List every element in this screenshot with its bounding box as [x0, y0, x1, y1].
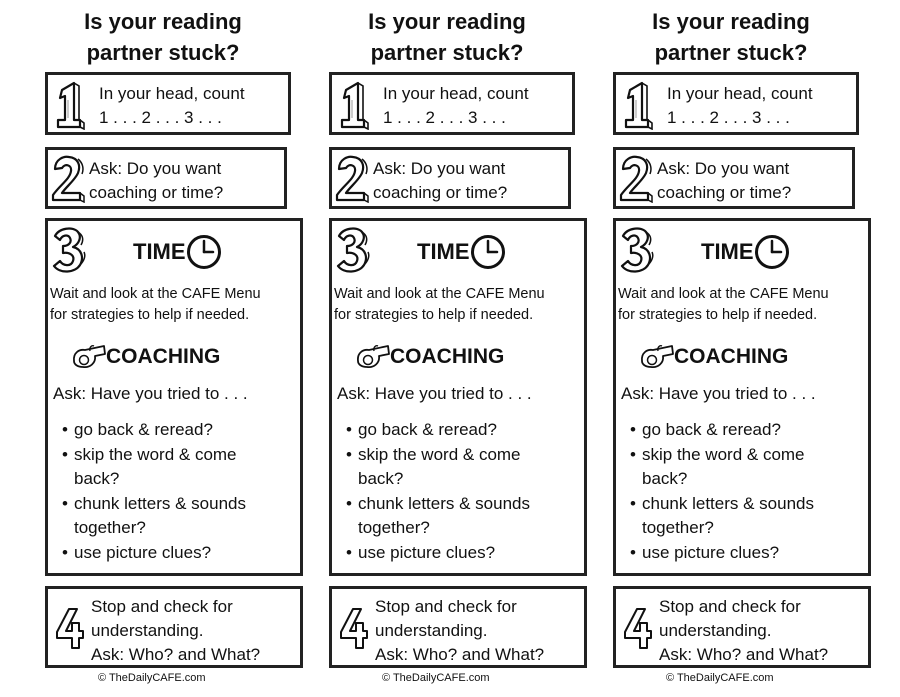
- step-4-text: Ask: Who? and What?: [375, 645, 545, 664]
- step-1-count: 1 . . . 2 . . . 3 . . .: [99, 108, 222, 127]
- step-4-text: Stop and check for: [91, 597, 233, 616]
- step-4-text: Ask: Who? and What?: [659, 645, 829, 664]
- coaching-label: COACHING: [674, 345, 789, 368]
- list-item-text: skip the word & come: [642, 444, 805, 464]
- list-item: • skip the word & come: [630, 444, 805, 464]
- title-line: partner stuck?: [654, 40, 808, 65]
- step-2-text: coaching or time?: [657, 183, 792, 202]
- bookmark: [43, 0, 327, 697]
- step-4-text: Stop and check for: [375, 597, 517, 616]
- step-4-text: understanding.: [91, 621, 204, 640]
- number-three-icon: [51, 226, 87, 276]
- clock-icon: [186, 234, 222, 270]
- time-text: for strategies to help if needed.: [50, 307, 250, 323]
- step-1-box: [613, 72, 859, 135]
- coaching-question: Ask: Have you tried to . . .: [337, 384, 532, 403]
- coaching-question: Ask: Have you tried to . . .: [621, 384, 816, 403]
- list-item-text: together?: [642, 518, 714, 537]
- list-item-text: use picture clues?: [358, 542, 496, 562]
- step-2-box: [613, 147, 855, 209]
- coaching-question: Ask: Have you tried to . . .: [53, 384, 248, 403]
- copyright-footer: © TheDailyCAFE.com: [382, 672, 490, 684]
- step-3-box: [329, 218, 587, 576]
- list-item-text: go back & reread?: [358, 420, 497, 439]
- step-1-count: 1 . . . 2 . . . 3 . . .: [383, 108, 506, 127]
- list-item: • skip the word & come: [62, 444, 237, 464]
- step-4-text: understanding.: [659, 621, 772, 640]
- list-item-text: back?: [74, 469, 120, 488]
- time-text: Wait and look at the CAFE Menu: [334, 286, 545, 302]
- title-line: partner stuck?: [86, 40, 240, 65]
- clock-icon: [470, 234, 506, 270]
- list-item-text: go back & reread?: [642, 420, 781, 439]
- step-1-count: 1 . . . 2 . . . 3 . . .: [667, 108, 790, 127]
- step-2-text: coaching or time?: [89, 183, 224, 202]
- step-4-text: understanding.: [375, 621, 488, 640]
- list-item-text: chunk letters & sounds: [358, 493, 530, 513]
- list-item-text: chunk letters & sounds: [642, 493, 814, 513]
- title-line: partner stuck?: [370, 40, 524, 65]
- step-1-text: In your head, count: [383, 84, 529, 103]
- list-item: [48, 516, 246, 541]
- bookmark: [327, 0, 611, 697]
- strategy-list: [332, 418, 530, 565]
- time-text: for strategies to help if needed.: [618, 307, 818, 323]
- number-three-icon: [335, 226, 371, 276]
- whistle-icon: [70, 343, 108, 369]
- step-4-box: [45, 586, 303, 668]
- step-3-box: [613, 218, 871, 576]
- list-item-text: back?: [642, 469, 688, 488]
- time-label: TIME: [417, 239, 470, 264]
- time-instructions: [334, 284, 545, 326]
- bookmark-title: [327, 6, 567, 68]
- strategy-list: [616, 418, 814, 565]
- list-item: [616, 467, 814, 492]
- title-line: Is your reading: [368, 9, 526, 34]
- list-item: • chunk letters & sounds: [346, 493, 530, 513]
- list-item: • use picture clues?: [630, 542, 780, 562]
- list-item-text: chunk letters & sounds: [74, 493, 246, 513]
- time-label: TIME: [701, 239, 754, 264]
- step-1-box: [329, 72, 575, 135]
- list-item: • skip the word & come: [346, 444, 521, 464]
- list-item: [332, 516, 530, 541]
- number-four-icon: [623, 607, 653, 651]
- copyright-footer: © TheDailyCAFE.com: [666, 672, 774, 684]
- title-line: Is your reading: [652, 9, 810, 34]
- number-one-icon: [336, 80, 370, 130]
- list-item: • chunk letters & sounds: [62, 493, 246, 513]
- list-item-text: together?: [358, 518, 430, 537]
- list-item-text: use picture clues?: [642, 542, 780, 562]
- number-one-icon: [52, 80, 86, 130]
- step-2-box: [45, 147, 287, 209]
- number-two-icon: [50, 155, 86, 203]
- list-item-text: go back & reread?: [74, 420, 213, 439]
- bookmark-title: [43, 6, 283, 68]
- number-four-icon: [55, 607, 85, 651]
- time-label: TIME: [133, 239, 186, 264]
- step-2-text: Ask: Do you want: [657, 159, 790, 178]
- bookmark-title: [611, 6, 851, 68]
- number-one-icon: [620, 80, 654, 130]
- step-2-box: [329, 147, 571, 209]
- list-item: • chunk letters & sounds: [630, 493, 814, 513]
- step-1-text: In your head, count: [667, 84, 813, 103]
- time-text: Wait and look at the CAFE Menu: [618, 286, 829, 302]
- step-2-text: Ask: Do you want: [89, 159, 222, 178]
- number-two-icon: [334, 155, 370, 203]
- title-line: Is your reading: [84, 9, 242, 34]
- step-3-box: [45, 218, 303, 576]
- time-instructions: [618, 284, 829, 326]
- step-4-box: [329, 586, 587, 668]
- step-4-text: Stop and check for: [659, 597, 801, 616]
- list-item: [332, 467, 530, 492]
- list-item: • go back & reread?: [346, 420, 497, 439]
- number-four-icon: [339, 607, 369, 651]
- step-1-text: In your head, count: [99, 84, 245, 103]
- step-1-box: [45, 72, 291, 135]
- clock-icon: [754, 234, 790, 270]
- list-item-text: skip the word & come: [74, 444, 237, 464]
- coaching-label: COACHING: [390, 345, 505, 368]
- number-three-icon: [619, 226, 655, 276]
- coaching-label: COACHING: [106, 345, 221, 368]
- list-item-text: use picture clues?: [74, 542, 212, 562]
- list-item-text: together?: [74, 518, 146, 537]
- list-item: • go back & reread?: [62, 420, 213, 439]
- number-two-icon: [618, 155, 654, 203]
- list-item-text: back?: [358, 469, 404, 488]
- step-4-text: Ask: Who? and What?: [91, 645, 261, 664]
- bookmark: [611, 0, 895, 697]
- list-item: • use picture clues?: [346, 542, 496, 562]
- whistle-icon: [638, 343, 676, 369]
- copyright-footer: © TheDailyCAFE.com: [98, 672, 206, 684]
- step-2-text: Ask: Do you want: [373, 159, 506, 178]
- list-item: • use picture clues?: [62, 542, 212, 562]
- strategy-list: [48, 418, 246, 565]
- step-4-box: [613, 586, 871, 668]
- time-text: for strategies to help if needed.: [334, 307, 534, 323]
- step-2-text: coaching or time?: [373, 183, 508, 202]
- time-instructions: [50, 284, 261, 326]
- list-item: • go back & reread?: [630, 420, 781, 439]
- list-item: [48, 467, 246, 492]
- list-item-text: skip the word & come: [358, 444, 521, 464]
- time-text: Wait and look at the CAFE Menu: [50, 286, 261, 302]
- list-item: [616, 516, 814, 541]
- whistle-icon: [354, 343, 392, 369]
